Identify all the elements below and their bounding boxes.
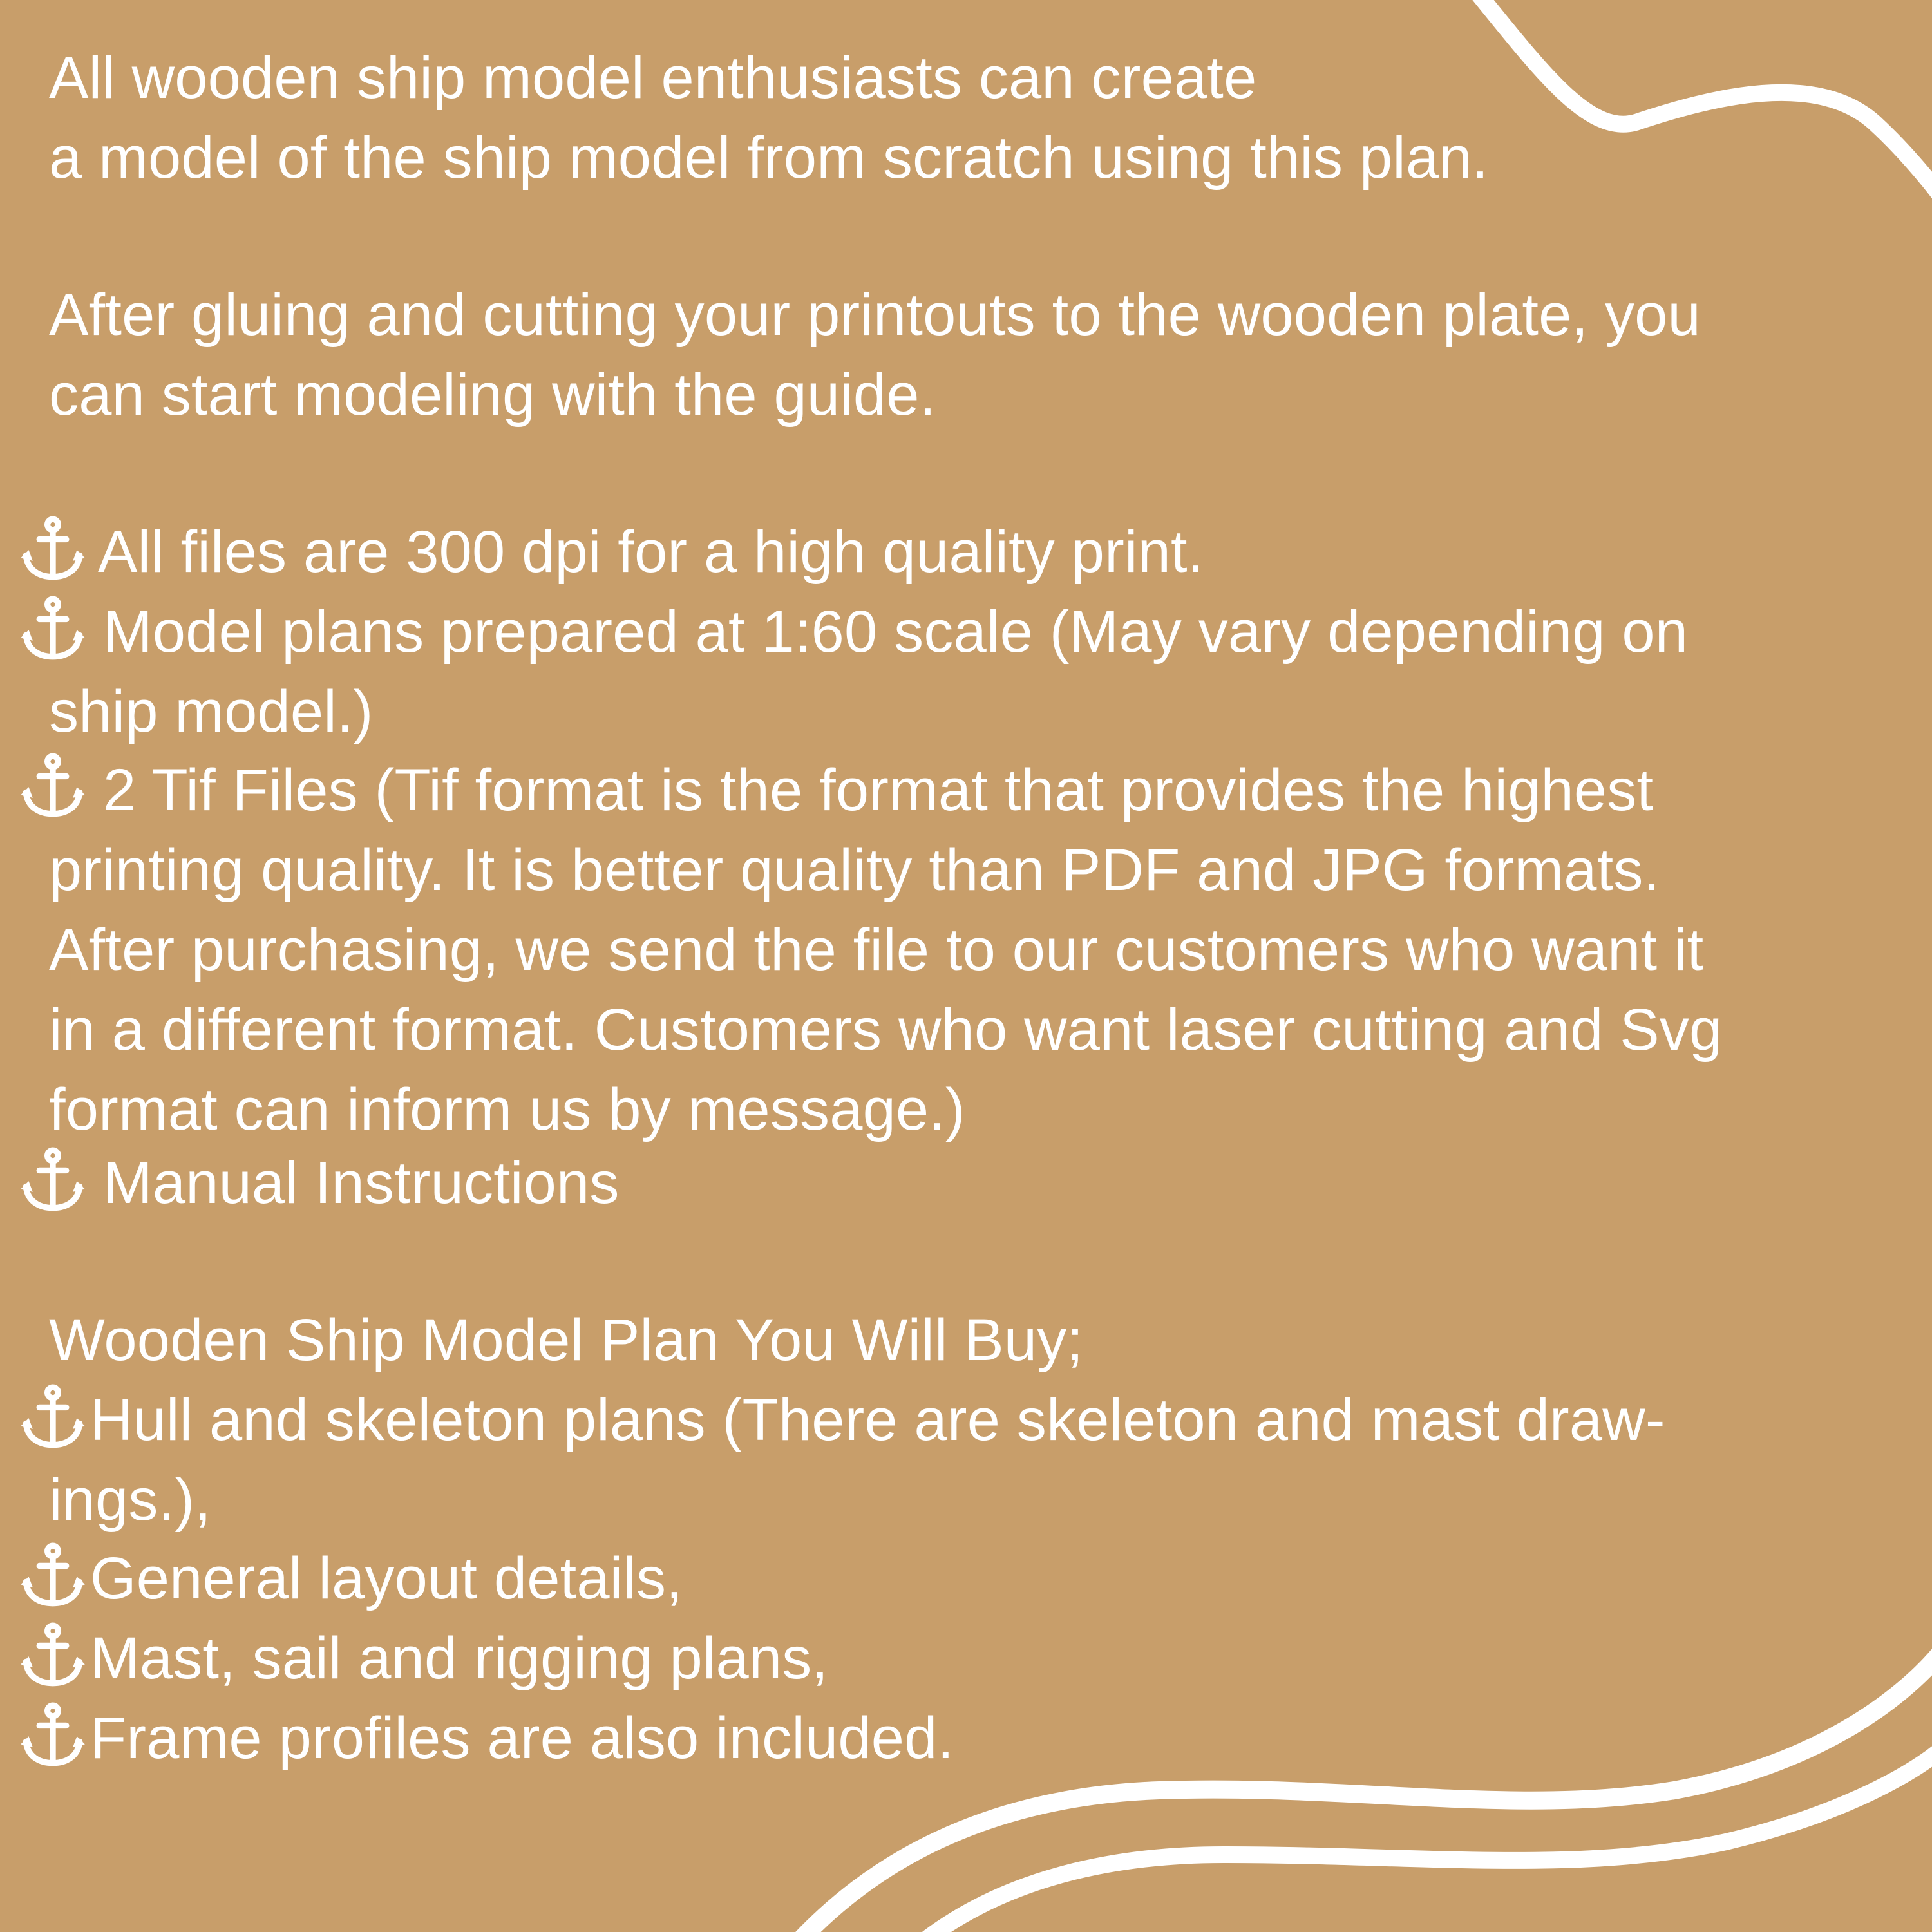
- feature-tif-line-2: printing quality. It is better quality than PDF and JPG formats.: [49, 837, 1660, 903]
- contents-frame: Frame profiles are also included.: [90, 1705, 954, 1771]
- feature-tif-line-5: format can inform us by message.): [49, 1077, 965, 1142]
- anchor-icon: [19, 1146, 86, 1213]
- feature-scale-line-2: ship model.): [49, 679, 374, 744]
- anchor-icon: [19, 1383, 86, 1450]
- instructions-line-2: can start modeling with the guide.: [49, 362, 936, 428]
- feature-scale-line-1: Model plans prepared at 1:60 scale (May vary depending on: [103, 599, 1689, 665]
- contents-hull-line-1: Hull and skeleton plans (There are skeleton and mast draw-: [90, 1387, 1665, 1453]
- contents-mast: Mast, sail and rigging plans,: [90, 1625, 829, 1691]
- anchor-icon: [19, 1701, 86, 1768]
- contents-heading: Wooden Ship Model Plan You Will Buy;: [49, 1307, 1084, 1373]
- anchor-icon: [19, 515, 86, 582]
- feature-tif-line-1: 2 Tif Files (Tif format is the format that provides the highest: [103, 757, 1654, 823]
- feature-dpi: All files are 300 dpi for a high quality print.: [98, 519, 1204, 585]
- feature-manual: Manual Instructions: [103, 1150, 620, 1216]
- feature-tif-line-4: in a different format. Customers who want laser cutting and Svg: [49, 997, 1723, 1063]
- intro-line-2: a model of the ship model from scratch using this plan.: [49, 125, 1489, 191]
- bottom-wave-inner: [927, 1752, 1932, 1932]
- anchor-icon: [19, 1542, 86, 1609]
- contents-hull-line-2: ings.),: [49, 1467, 211, 1533]
- intro-line-1: All wooden ship model enthusiasts can create: [49, 45, 1257, 111]
- top-wave-outer: [1478, 0, 1932, 193]
- anchor-icon: [19, 595, 86, 662]
- feature-tif-line-3: After purchasing, we send the file to our customers who want it: [49, 917, 1704, 983]
- contents-layout: General layout details,: [90, 1546, 683, 1611]
- instructions-line-1: After gluing and cutting your printouts to the wooden plate, you: [49, 282, 1701, 348]
- anchor-icon: [19, 752, 86, 819]
- anchor-icon: [19, 1622, 86, 1689]
- bottom-wave-outer: [802, 1655, 1932, 1932]
